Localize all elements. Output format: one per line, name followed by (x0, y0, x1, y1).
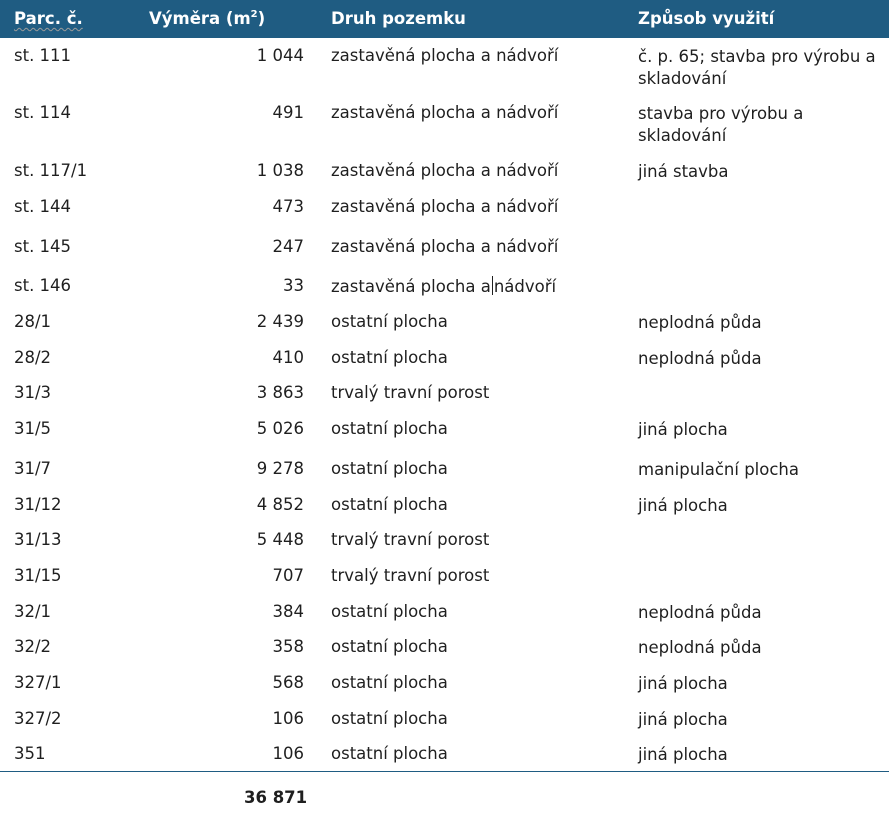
cell-parcel: 31/13 (14, 530, 62, 549)
cell-kind: ostatní plocha (331, 637, 448, 656)
cell-parcel: 351 (14, 744, 46, 763)
cell-usage: jiná plocha (638, 745, 728, 764)
cell-parcel: 327/2 (14, 709, 62, 728)
cell-usage: neplodná půda (638, 349, 762, 368)
cell-kind: trvalý travní porost (331, 530, 490, 549)
cell-kind: ostatní plocha (331, 495, 448, 514)
cell-usage: neplodná půda (638, 313, 762, 332)
cell-area: 2 439 (256, 312, 304, 331)
header-parcel-text: Parc. č. (14, 9, 83, 28)
cell-parcel: 31/7 (14, 459, 52, 478)
total-area: 36 871 (244, 788, 308, 807)
header-usage: Způsob využití (638, 9, 775, 28)
cell-area: 568 (272, 673, 304, 692)
cell-kind: ostatní plocha (331, 709, 448, 728)
cell-kind: zastavěná plocha a nádvoří (331, 103, 559, 122)
cell-parcel: 327/1 (14, 673, 62, 692)
cell-parcel: 31/5 (14, 419, 52, 438)
cell-parcel: 32/1 (14, 602, 52, 621)
cell-parcel: st. 114 (14, 103, 72, 122)
cell-kind: zastavěná plocha a nádvoří (331, 161, 559, 180)
cell-area: 9 278 (256, 459, 304, 478)
cell-kind: trvalý travní porost (331, 383, 490, 402)
cell-area: 3 863 (256, 383, 304, 402)
cell-area: 707 (272, 566, 304, 585)
cell-area: 410 (272, 348, 304, 367)
cell-parcel: st. 145 (14, 237, 72, 256)
cell-kind: ostatní plocha (331, 419, 448, 438)
cell-usage: manipulační plocha (638, 460, 800, 479)
cell-parcel: 32/2 (14, 637, 52, 656)
header-area (149, 9, 265, 28)
cell-parcel: 31/3 (14, 383, 52, 402)
cell-area: 4 852 (256, 495, 304, 514)
cell-kind: ostatní plocha (331, 673, 448, 692)
cell-usage: č. p. 65; stavba pro výrobu a skladování (638, 47, 876, 88)
cell-parcel: st. 111 (14, 46, 72, 65)
cell-kind[interactable] (331, 276, 556, 296)
cell-area: 1 044 (256, 46, 304, 65)
cell-parcel: st. 117/1 (14, 161, 88, 180)
cell-usage: jiná plocha (638, 674, 728, 693)
cell-area: 247 (272, 237, 304, 256)
cell-parcel: 31/12 (14, 495, 62, 514)
cell-usage: jiná plocha (638, 420, 728, 439)
cell-usage: neplodná půda (638, 603, 762, 622)
cell-area: 358 (272, 637, 304, 656)
cell-area: 106 (272, 709, 304, 728)
text-cursor (492, 276, 493, 295)
cell-area: 1 038 (256, 161, 304, 180)
cell-area: 5 026 (256, 419, 304, 438)
cell-parcel: st. 146 (14, 276, 72, 295)
cell-kind: ostatní plocha (331, 459, 448, 478)
cell-usage: neplodná půda (638, 638, 762, 657)
cell-kind: ostatní plocha (331, 602, 448, 621)
cell-kind: ostatní plocha (331, 312, 448, 331)
header-area-superscript: 2 (250, 9, 258, 20)
cell-parcel: st. 144 (14, 197, 72, 216)
table-header (0, 0, 889, 38)
header-area-text: Výměra (m (149, 9, 251, 28)
cell-kind: zastavěná plocha a nádvoří (331, 46, 559, 65)
cell-area: 473 (272, 197, 304, 216)
cell-area: 106 (272, 744, 304, 763)
cell-kind-text-before-cursor: zastavěná plocha a (331, 277, 491, 296)
header-parcel (14, 9, 83, 28)
cell-kind: trvalý travní porost (331, 566, 490, 585)
cell-parcel: 28/1 (14, 312, 52, 331)
table-bottom-divider (0, 771, 889, 772)
cell-parcel: 31/15 (14, 566, 62, 585)
cell-parcel: 28/2 (14, 348, 52, 367)
cell-kind-text-after-cursor: nádvoří (493, 277, 557, 296)
cell-area: 5 448 (256, 530, 304, 549)
header-kind: Druh pozemku (331, 9, 466, 28)
cell-area: 491 (272, 103, 304, 122)
cell-area: 384 (272, 602, 304, 621)
header-area-close: ) (257, 9, 266, 28)
cell-kind: ostatní plocha (331, 744, 448, 763)
cell-usage: jiná stavba (638, 162, 729, 181)
cell-area: 33 (283, 276, 304, 295)
cell-usage: jiná plocha (638, 710, 728, 729)
cell-usage: stavba pro výrobu a skladování (638, 104, 804, 145)
cell-kind: ostatní plocha (331, 348, 448, 367)
cell-usage: jiná plocha (638, 496, 728, 515)
cell-kind: zastavěná plocha a nádvoří (331, 237, 559, 256)
cell-kind: zastavěná plocha a nádvoří (331, 197, 559, 216)
